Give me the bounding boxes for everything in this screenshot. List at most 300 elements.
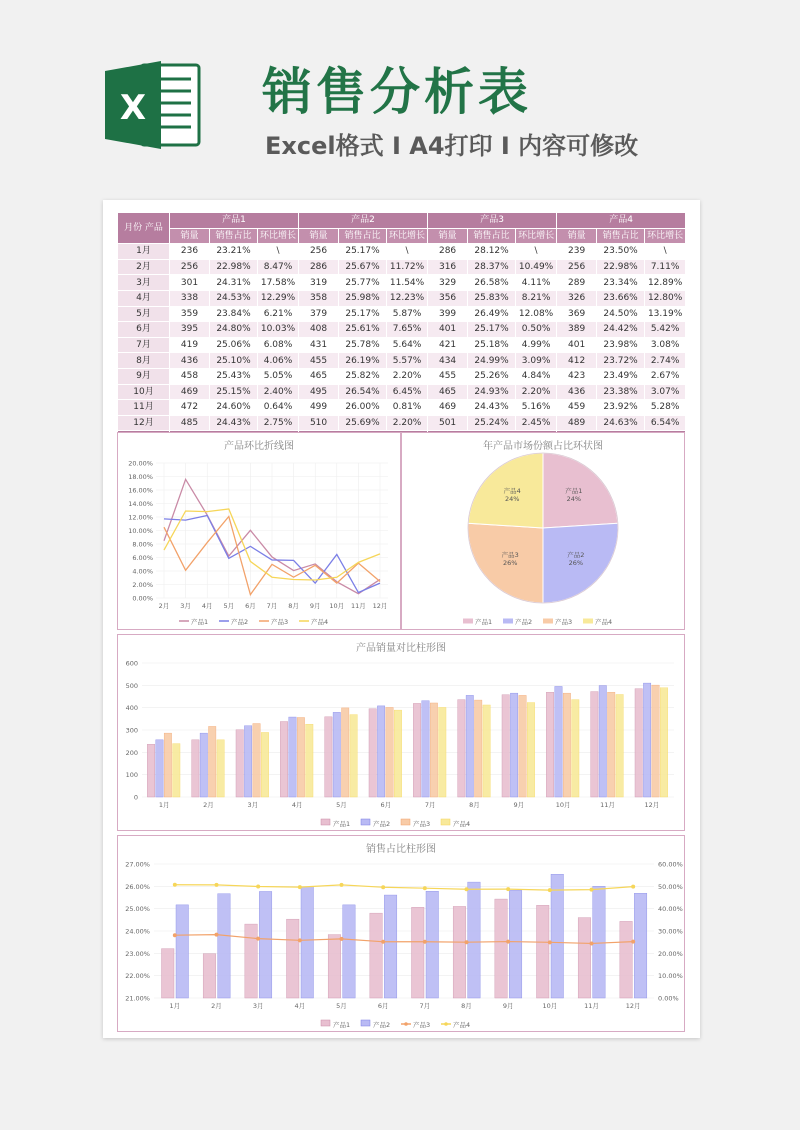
value-cell: 389 xyxy=(557,322,597,338)
value-cell: 28.37% xyxy=(468,259,516,275)
legend-label: 产品4 xyxy=(595,618,613,626)
value-cell: 24.63% xyxy=(597,415,645,431)
value-cell: 316 xyxy=(428,259,468,275)
bar xyxy=(245,924,258,998)
value-cell: 25.26% xyxy=(468,368,516,384)
x-tick-label: 2月 xyxy=(211,1002,222,1010)
bar xyxy=(280,722,287,797)
value-cell: 23.50% xyxy=(597,244,645,260)
value-cell: 23.21% xyxy=(210,244,258,260)
bar xyxy=(384,895,397,998)
axis-tick-label: 10.00% xyxy=(128,527,153,535)
bar xyxy=(369,709,376,797)
axis-tick-label: 18.00% xyxy=(128,473,153,481)
x-tick-label: 5月 xyxy=(223,602,235,610)
axis-tick-label: 23.00% xyxy=(125,949,150,958)
chart-title: 产品环比折线图 xyxy=(224,441,294,452)
x-tick-label: 8月 xyxy=(461,1002,472,1010)
axis-tick-label: 20.00% xyxy=(128,459,153,468)
value-cell: \ xyxy=(387,244,428,260)
bar xyxy=(164,733,171,797)
bar xyxy=(635,689,642,797)
bar xyxy=(453,906,466,998)
value-cell: 286 xyxy=(428,244,468,260)
x-tick-label: 12月 xyxy=(625,1002,641,1010)
slice-label: 产品2 xyxy=(567,550,585,559)
month-cell: 12月 xyxy=(118,415,170,431)
value-cell: 455 xyxy=(299,353,339,369)
value-cell: 23.92% xyxy=(597,400,645,416)
month-cell: 8月 xyxy=(118,353,170,369)
bar xyxy=(660,688,667,797)
value-cell: 338 xyxy=(170,290,210,306)
page-title: 销售分析表 xyxy=(262,63,532,121)
line-marker xyxy=(548,940,552,944)
line-chart-panel xyxy=(117,432,401,630)
bar xyxy=(537,905,550,998)
bar xyxy=(509,890,522,998)
bar xyxy=(259,891,272,998)
y2-tick-label: 60.00% xyxy=(658,860,683,869)
line-marker xyxy=(340,883,344,887)
line-marker xyxy=(381,940,385,944)
subheader-cell: 环比增长 xyxy=(258,228,299,244)
bar xyxy=(430,703,437,797)
x-tick-label: 7月 xyxy=(266,602,278,610)
legend-label: 产品3 xyxy=(271,618,289,626)
line-marker xyxy=(423,940,427,944)
legend-swatch xyxy=(401,819,410,825)
bar xyxy=(422,701,429,797)
subheader-cell: 环比增长 xyxy=(387,228,428,244)
month-cell: 10月 xyxy=(118,384,170,400)
bar xyxy=(551,874,564,998)
group-header: 产品4 xyxy=(557,213,686,229)
excel-logo-icon xyxy=(103,57,203,153)
value-cell: 6.21% xyxy=(258,306,299,322)
volume-bar-chart xyxy=(118,635,684,830)
bar xyxy=(156,740,163,797)
value-cell: 401 xyxy=(428,322,468,338)
value-cell: 25.17% xyxy=(468,322,516,338)
value-cell: 489 xyxy=(557,415,597,431)
value-cell: 24.93% xyxy=(468,384,516,400)
bar xyxy=(333,712,340,797)
line-marker xyxy=(173,933,177,937)
value-cell: 24.80% xyxy=(210,322,258,338)
value-cell: 286 xyxy=(299,259,339,275)
bar xyxy=(634,893,647,998)
bar xyxy=(217,740,224,797)
value-cell: 6.54% xyxy=(645,415,686,431)
value-cell: 4.99% xyxy=(516,337,557,353)
x-tick-label: 3月 xyxy=(180,602,191,610)
group-header: 产品3 xyxy=(428,213,557,229)
value-cell: 5.64% xyxy=(387,337,428,353)
value-cell: 436 xyxy=(170,353,210,369)
value-cell: 301 xyxy=(170,275,210,291)
month-cell: 3月 xyxy=(118,275,170,291)
value-cell: 469 xyxy=(170,384,210,400)
line-marker xyxy=(590,941,594,945)
bar xyxy=(475,700,482,797)
bar xyxy=(394,710,401,797)
table-row xyxy=(118,337,686,353)
bar xyxy=(192,740,199,797)
x-tick-label: 7月 xyxy=(419,1002,431,1010)
value-cell: 2.74% xyxy=(645,353,686,369)
bar xyxy=(563,693,570,797)
series-line-3 xyxy=(175,935,633,944)
legend-swatch xyxy=(441,819,450,825)
value-cell: 395 xyxy=(170,322,210,338)
legend-marker xyxy=(444,1022,448,1026)
value-cell: 0.64% xyxy=(258,400,299,416)
value-cell: 22.98% xyxy=(210,259,258,275)
line-marker xyxy=(506,887,510,891)
slice-label: 产品1 xyxy=(565,487,583,496)
month-cell: 9月 xyxy=(118,368,170,384)
volume-bar-chart-panel xyxy=(117,634,685,831)
axis-tick-label: 21.00% xyxy=(125,994,150,1003)
bar xyxy=(616,694,623,797)
value-cell: 22.98% xyxy=(597,259,645,275)
legend-label: 产品4 xyxy=(311,618,329,626)
value-cell: 4.06% xyxy=(258,353,299,369)
legend-label: 产品1 xyxy=(475,618,493,626)
x-tick-label: 9月 xyxy=(513,801,525,809)
value-cell: 401 xyxy=(557,337,597,353)
value-cell: 0.50% xyxy=(516,322,557,338)
value-cell: 4.11% xyxy=(516,275,557,291)
share-combo-chart-panel xyxy=(117,835,685,1032)
table-row xyxy=(118,259,686,275)
axis-tick-label: 26.00% xyxy=(125,882,150,891)
group-header: 产品1 xyxy=(170,213,299,229)
value-cell: 11.72% xyxy=(387,259,428,275)
bar xyxy=(546,692,553,797)
subheader-cell: 销量 xyxy=(299,228,339,244)
value-cell: 436 xyxy=(557,384,597,400)
bar xyxy=(591,692,598,797)
value-cell: 434 xyxy=(428,353,468,369)
month-cell: 2月 xyxy=(118,259,170,275)
bar xyxy=(519,695,526,797)
bar xyxy=(466,695,473,797)
x-tick-label: 1月 xyxy=(158,801,170,809)
subheader-cell: 销量 xyxy=(170,228,210,244)
value-cell: 8.47% xyxy=(258,259,299,275)
line-marker xyxy=(215,933,219,937)
value-cell: 0.81% xyxy=(387,400,428,416)
bar xyxy=(593,886,606,998)
value-cell: 25.98% xyxy=(339,290,387,306)
legend-label: 产品2 xyxy=(373,1021,391,1029)
value-cell: 319 xyxy=(299,275,339,291)
value-cell: 25.82% xyxy=(339,368,387,384)
x-tick-label: 11月 xyxy=(584,1002,599,1010)
value-cell: 25.06% xyxy=(210,337,258,353)
value-cell: 10.03% xyxy=(258,322,299,338)
bar xyxy=(412,907,425,998)
value-cell: 25.78% xyxy=(339,337,387,353)
x-tick-label: 2月 xyxy=(158,602,170,610)
line-marker xyxy=(256,937,260,941)
line-marker xyxy=(590,888,594,892)
bar xyxy=(578,918,591,998)
value-cell: 5.57% xyxy=(387,353,428,369)
x-tick-label: 8月 xyxy=(469,801,480,809)
subheader-cell: 销售占比 xyxy=(597,228,645,244)
subheader-cell: 销量 xyxy=(428,228,468,244)
bar xyxy=(599,686,606,797)
axis-tick-label: 100 xyxy=(125,771,138,780)
axis-tick-label: 16.00% xyxy=(128,486,153,495)
line-marker xyxy=(631,940,635,944)
share-combo-chart xyxy=(118,836,684,1031)
value-cell: 379 xyxy=(299,306,339,322)
axis-tick-label: 0 xyxy=(133,793,138,802)
value-cell: \ xyxy=(645,244,686,260)
subheader-cell: 销售占比 xyxy=(339,228,387,244)
line-marker xyxy=(173,883,177,887)
bar xyxy=(620,921,633,998)
value-cell: 239 xyxy=(557,244,597,260)
sales-table xyxy=(117,212,686,447)
legend-swatch xyxy=(361,1020,370,1026)
table-row xyxy=(118,290,686,306)
slice-label: 产品3 xyxy=(501,550,519,559)
value-cell: 510 xyxy=(299,415,339,431)
x-tick-label: 3月 xyxy=(247,801,259,809)
legend-label: 产品3 xyxy=(555,618,573,626)
value-cell: 3.08% xyxy=(645,337,686,353)
value-cell: 24.50% xyxy=(597,306,645,322)
value-cell: 256 xyxy=(299,244,339,260)
value-cell: 25.61% xyxy=(339,322,387,338)
line-marker xyxy=(423,886,427,890)
value-cell: 431 xyxy=(299,337,339,353)
value-cell: 6.08% xyxy=(258,337,299,353)
slice-label: 产品4 xyxy=(503,487,521,496)
x-tick-label: 6月 xyxy=(380,801,392,809)
value-cell: 2.40% xyxy=(258,384,299,400)
value-cell: 12.80% xyxy=(645,290,686,306)
line-marker xyxy=(340,937,344,941)
bar xyxy=(502,695,509,797)
value-cell: 369 xyxy=(557,306,597,322)
line-marker xyxy=(465,940,469,944)
value-cell: 465 xyxy=(428,384,468,400)
value-cell: 17.58% xyxy=(258,275,299,291)
value-cell: 326 xyxy=(557,290,597,306)
bar xyxy=(162,949,175,998)
bar xyxy=(458,700,465,797)
bar xyxy=(328,935,341,998)
line-chart xyxy=(118,433,400,629)
x-tick-label: 4月 xyxy=(201,602,213,610)
value-cell: 23.49% xyxy=(597,368,645,384)
value-cell: 26.54% xyxy=(339,384,387,400)
value-cell: 24.53% xyxy=(210,290,258,306)
bar xyxy=(253,724,260,797)
x-tick-label: 12月 xyxy=(644,801,660,809)
value-cell: 3.07% xyxy=(645,384,686,400)
legend-label: 产品2 xyxy=(515,618,533,626)
value-cell: 24.60% xyxy=(210,400,258,416)
bar xyxy=(244,726,251,797)
value-cell: 25.43% xyxy=(210,368,258,384)
value-cell: 5.28% xyxy=(645,400,686,416)
value-cell: 24.31% xyxy=(210,275,258,291)
table-row xyxy=(118,384,686,400)
value-cell: 23.98% xyxy=(597,337,645,353)
x-tick-label: 11月 xyxy=(600,801,615,809)
line-marker xyxy=(465,887,469,891)
subheader-cell: 环比增长 xyxy=(516,228,557,244)
value-cell: 495 xyxy=(299,384,339,400)
value-cell: 501 xyxy=(428,415,468,431)
value-cell: 12.23% xyxy=(387,290,428,306)
legend-label: 产品1 xyxy=(333,1021,351,1029)
axis-tick-label: 2.00% xyxy=(132,581,153,589)
value-cell: 23.34% xyxy=(597,275,645,291)
value-cell: 2.20% xyxy=(387,368,428,384)
bar xyxy=(218,894,231,998)
y2-tick-label: 10.00% xyxy=(658,972,683,981)
axis-tick-label: 12.00% xyxy=(128,513,153,522)
month-cell: 1月 xyxy=(118,244,170,260)
y2-tick-label: 20.00% xyxy=(658,949,683,958)
value-cell: 2.20% xyxy=(387,415,428,431)
line-marker xyxy=(298,885,302,889)
line-marker xyxy=(506,940,510,944)
value-cell: 408 xyxy=(299,322,339,338)
value-cell: 26.49% xyxy=(468,306,516,322)
line-marker xyxy=(215,883,219,887)
bar xyxy=(370,913,383,998)
value-cell: 23.38% xyxy=(597,384,645,400)
axis-tick-label: 4.00% xyxy=(132,567,153,576)
value-cell: 23.72% xyxy=(597,353,645,369)
subheader-cell: 销量 xyxy=(557,228,597,244)
bar xyxy=(203,954,216,998)
x-tick-label: 9月 xyxy=(502,1002,514,1010)
value-cell: 8.21% xyxy=(516,290,557,306)
bar xyxy=(426,891,439,998)
value-cell: 5.05% xyxy=(258,368,299,384)
x-tick-label: 3月 xyxy=(252,1002,264,1010)
bar xyxy=(468,882,481,998)
axis-tick-label: 200 xyxy=(125,748,138,757)
pie-chart xyxy=(402,433,684,629)
y2-tick-label: 30.00% xyxy=(658,927,683,936)
table-row xyxy=(118,306,686,322)
value-cell: 23.84% xyxy=(210,306,258,322)
bar xyxy=(495,899,508,998)
value-cell: 13.19% xyxy=(645,306,686,322)
value-cell: 25.17% xyxy=(339,306,387,322)
value-cell: 458 xyxy=(170,368,210,384)
bar xyxy=(147,744,154,797)
table-row xyxy=(118,322,686,338)
bar xyxy=(413,703,420,797)
line-marker xyxy=(298,938,302,942)
bar xyxy=(555,686,562,797)
subheader-cell: 环比增长 xyxy=(645,228,686,244)
value-cell: 23.66% xyxy=(597,290,645,306)
slice-value-label: 26% xyxy=(502,558,518,567)
value-cell: 26.00% xyxy=(339,400,387,416)
value-cell: 2.67% xyxy=(645,368,686,384)
axis-tick-label: 400 xyxy=(125,704,138,713)
slice-value-label: 26% xyxy=(568,558,584,567)
month-cell: 4月 xyxy=(118,290,170,306)
legend-label: 产品1 xyxy=(191,618,209,626)
legend-label: 产品3 xyxy=(413,820,431,828)
legend-label: 产品1 xyxy=(333,820,351,828)
table-row xyxy=(118,368,686,384)
month-cell: 7月 xyxy=(118,337,170,353)
value-cell: 412 xyxy=(557,353,597,369)
table-row xyxy=(118,244,686,260)
value-cell: 455 xyxy=(428,368,468,384)
x-tick-label: 8月 xyxy=(288,602,299,610)
value-cell: 2.20% xyxy=(516,384,557,400)
value-cell: 12.29% xyxy=(258,290,299,306)
bar xyxy=(209,726,216,797)
value-cell: 421 xyxy=(428,337,468,353)
axis-tick-label: 22.00% xyxy=(125,972,150,981)
value-cell: 24.42% xyxy=(597,322,645,338)
bar xyxy=(287,919,300,998)
axis-tick-label: 25.00% xyxy=(125,905,150,914)
x-tick-label: 5月 xyxy=(336,801,347,809)
legend-swatch xyxy=(361,819,370,825)
bar xyxy=(297,717,304,797)
axis-tick-label: 0.00% xyxy=(132,594,153,603)
value-cell: 7.65% xyxy=(387,322,428,338)
value-cell: 358 xyxy=(299,290,339,306)
logo-letter: X xyxy=(119,88,147,128)
value-cell: 399 xyxy=(428,306,468,322)
value-cell: 465 xyxy=(299,368,339,384)
legend-label: 产品4 xyxy=(453,820,471,828)
value-cell: 7.11% xyxy=(645,259,686,275)
value-cell: 10.49% xyxy=(516,259,557,275)
x-tick-label: 5月 xyxy=(336,1002,347,1010)
chart-title: 年产品市场份额占比环状图 xyxy=(483,441,603,452)
spreadsheet-sheet xyxy=(103,200,700,1038)
bar xyxy=(261,732,268,797)
x-tick-label: 6月 xyxy=(377,1002,389,1010)
line-marker xyxy=(381,885,385,889)
x-tick-label: 12月 xyxy=(372,602,388,610)
value-cell: 5.16% xyxy=(516,400,557,416)
bar xyxy=(510,693,517,797)
value-cell: 329 xyxy=(428,275,468,291)
bar xyxy=(608,692,615,797)
value-cell: 12.08% xyxy=(516,306,557,322)
corner-header: 月份 产品 xyxy=(118,213,170,244)
table-row xyxy=(118,275,686,291)
axis-tick-label: 300 xyxy=(125,726,138,735)
value-cell: 25.24% xyxy=(468,415,516,431)
x-tick-label: 4月 xyxy=(294,1002,306,1010)
subheader-row xyxy=(118,228,686,244)
value-cell: 423 xyxy=(557,368,597,384)
value-cell: 26.58% xyxy=(468,275,516,291)
